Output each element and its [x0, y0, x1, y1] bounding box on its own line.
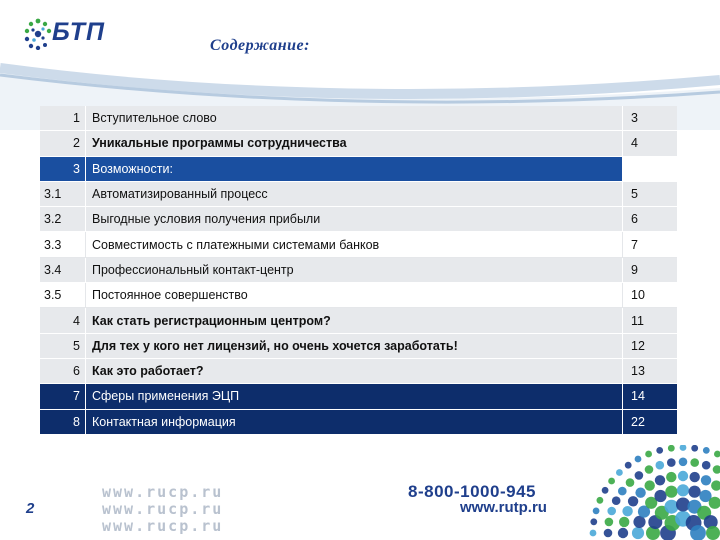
page-title: Содержание: [210, 37, 310, 54]
toc-label: Совместимость с платежными системами банков [86, 232, 623, 257]
toc-number: 3.1 [40, 181, 86, 206]
toc-row[interactable] [40, 257, 677, 282]
toc-page: 22 [623, 409, 678, 434]
toc-label: Уникальные программы сотрудничества [86, 131, 623, 156]
toc-page: 3 [623, 106, 678, 131]
toc-row[interactable] [40, 358, 677, 383]
toc-page: 14 [623, 384, 678, 409]
watermark-line: www.rucp.ru [102, 517, 224, 535]
toc-number: 3.2 [40, 207, 86, 232]
toc-label: Профессиональный контакт-центр [86, 257, 623, 282]
toc-number: 3 [40, 156, 86, 181]
toc-page: 4 [623, 131, 678, 156]
toc-row[interactable] [40, 384, 677, 409]
watermark-text [102, 484, 223, 535]
toc-number: 3.5 [40, 283, 86, 308]
toc-label: Контактная информация [86, 409, 623, 434]
toc-label: Для тех у кого нет лицензий, но очень хочется заработать! [86, 333, 623, 358]
toc-row[interactable] [40, 207, 677, 232]
toc-row[interactable] [40, 283, 677, 308]
toc-label: Как стать регистрационным центром? [86, 308, 623, 333]
toc-row[interactable] [40, 106, 677, 131]
toc-number: 3.3 [40, 232, 86, 257]
toc-label: Вступительное слово [86, 106, 623, 131]
phone-number: 8-800-1000-945 [408, 482, 536, 501]
toc-number: 6 [40, 358, 86, 383]
contents-table [40, 106, 677, 435]
toc-row[interactable] [40, 333, 677, 358]
toc-page [623, 156, 678, 181]
toc-row[interactable] [40, 156, 677, 181]
toc-number: 8 [40, 409, 86, 434]
toc-row[interactable] [40, 232, 677, 257]
toc-page: 7 [623, 232, 678, 257]
website-link[interactable]: www.rutp.ru [460, 499, 547, 516]
watermark-line: www.rucp.ru [102, 500, 224, 518]
toc-label: Автоматизированный процесс [86, 181, 623, 206]
toc-number: 2 [40, 131, 86, 156]
page-number: 2 [26, 500, 35, 517]
toc-row[interactable] [40, 181, 677, 206]
toc-label: Постоянное совершенство [86, 283, 623, 308]
toc-page: 5 [623, 181, 678, 206]
logo-text: БТП [52, 18, 105, 46]
toc-number: 1 [40, 106, 86, 131]
toc-page: 12 [623, 333, 678, 358]
toc-label: Сферы применения ЭЦП [86, 384, 623, 409]
toc-row[interactable] [40, 308, 677, 333]
toc-page: 11 [623, 308, 678, 333]
toc-page: 9 [623, 257, 678, 282]
toc-page: 6 [623, 207, 678, 232]
toc-row[interactable] [40, 409, 677, 434]
globe-logo-icon [585, 445, 720, 540]
toc-page: 13 [623, 358, 678, 383]
toc-page: 10 [623, 283, 678, 308]
toc-number: 4 [40, 308, 86, 333]
toc-label: Как это работает? [86, 358, 623, 383]
watermark-line: www.rucp.ru [102, 483, 224, 501]
toc-number: 7 [40, 384, 86, 409]
toc-label: Выгодные условия получения прибыли [86, 207, 623, 232]
toc-number: 3.4 [40, 257, 86, 282]
toc-row[interactable] [40, 131, 677, 156]
toc-label: Возможности: [86, 156, 623, 181]
toc-number: 5 [40, 333, 86, 358]
